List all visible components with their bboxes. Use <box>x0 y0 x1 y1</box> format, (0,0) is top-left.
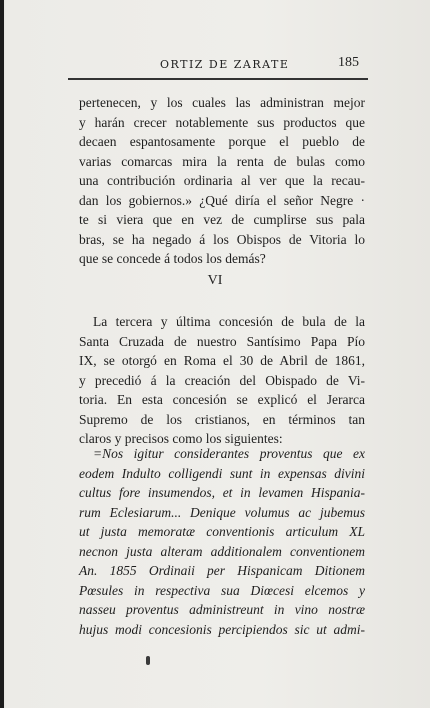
section-number: VI <box>207 273 223 288</box>
ink-mark <box>146 656 150 665</box>
paragraph-concession <box>79 312 365 449</box>
text-line: necnon justa alteram additionalem conventionem <box>79 543 365 559</box>
text-line: una contribución ordinaria al ver que la recau- <box>79 173 365 188</box>
text-line: IX, se otorgó en Roma el 30 de Abril de 1861, <box>79 353 365 368</box>
text-line: y precedió á la creación del Obispado de Vi- <box>79 372 365 388</box>
text-line: rum Eclesiarum... Denique volumus ac jubemus <box>79 504 365 520</box>
text-line: Pœsules in respectiva sua Diœcesi elcemos y <box>79 582 365 598</box>
text-line: ut justa memoratæ conventionis articulum XL <box>79 524 365 539</box>
text-line: hujus modi concesionis percipiendos sic ut admi- <box>79 621 365 637</box>
binding-edge <box>0 0 4 708</box>
header-rule <box>68 78 368 80</box>
text-line: pertenecen, y los cuales las administran mejor <box>79 95 365 110</box>
text-line: y harán crecer notablemente sus productos que <box>79 114 365 130</box>
text-line: La tercera y última concesión de bula de la <box>93 314 365 329</box>
paragraph-continuation <box>79 93 365 269</box>
text-line: eodem Indulto colligendi sunt in expensas divini <box>79 465 365 481</box>
text-line: Santa Cruzada de nuestro Santísimo Papa Pío <box>79 333 365 349</box>
text-line: te si viera que en vez de cumplirse sus pala <box>79 212 365 227</box>
text-line: claros y precisos como los siguientes: <box>79 431 283 446</box>
text-line: que se concede á todos los demás? <box>79 251 266 266</box>
text-line: decaen espantosamente porque el pueblo de <box>79 134 365 149</box>
text-line: toria. En esta concesión se explicó el Jerarca <box>79 392 365 407</box>
text-line: =Nos igitur considerantes proventus que ex <box>93 446 365 461</box>
text-line: bras, se ha negado á los Obispos de Vitoria lo <box>79 231 365 247</box>
running-title: ORTIZ DE ZARATE <box>160 58 290 71</box>
text-line: dan los gobiernos.» ¿Qué diría el señor Negre · <box>79 192 365 208</box>
text-line: varias comarcas mira la renta de bulas como <box>79 153 365 169</box>
page-number: 185 <box>338 55 359 70</box>
text-line: cultus fore insumendos, et in levamen Hispania- <box>79 485 365 500</box>
text-line: nasseu proventus administreunt in vino nostræ <box>79 602 365 617</box>
text-line: Supremo de los cristianos, en términos tan <box>79 411 365 427</box>
text-line: An. 1855 Ordinaii per Hispanicam Ditionem <box>79 563 365 578</box>
latin-quotation <box>79 444 365 639</box>
